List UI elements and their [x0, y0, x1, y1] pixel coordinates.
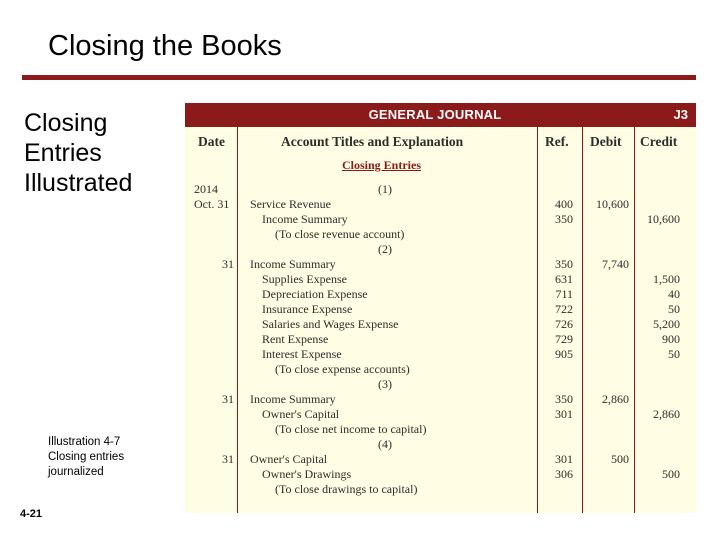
- account-title: Income Summary: [250, 392, 336, 406]
- account-title: (To close drawings to capital): [275, 482, 418, 496]
- account-title: (To close expense accounts): [275, 362, 410, 376]
- account-title: Owner's Capital: [250, 452, 328, 466]
- entry-date: 31: [222, 452, 234, 466]
- entry-number: (1): [378, 182, 392, 196]
- side-heading: [24, 108, 174, 198]
- caption-line: Closing entries: [48, 451, 125, 463]
- post-ref: 400: [555, 197, 573, 211]
- debit-amount: 10,600: [596, 197, 629, 211]
- journal-row: [185, 392, 696, 407]
- post-ref: 631: [555, 272, 573, 286]
- account-title: Owner's Drawings: [262, 467, 352, 481]
- post-ref: 306: [555, 467, 573, 481]
- column-header-account: Account Titles and Explanation: [281, 134, 464, 149]
- credit-amount: 500: [662, 467, 680, 481]
- post-ref: 722: [555, 302, 573, 316]
- caption-line: journalized: [48, 466, 104, 478]
- journal-row: [185, 452, 696, 467]
- account-title: (To close revenue account): [275, 227, 405, 241]
- credit-amount: 10,600: [647, 212, 680, 226]
- general-journal: [185, 103, 696, 513]
- journal-subtitle: Closing Entries: [342, 158, 422, 172]
- post-ref: 301: [555, 452, 573, 466]
- journal-row: [185, 197, 696, 212]
- journal-row: [185, 317, 696, 332]
- journal-row: [185, 467, 696, 482]
- column-header-date: Date: [198, 134, 225, 149]
- journal-row: [185, 377, 696, 392]
- account-title: Service Revenue: [250, 197, 331, 211]
- journal-row: [185, 362, 696, 377]
- journal-row: [185, 257, 696, 272]
- entry-date: 31: [222, 392, 234, 406]
- credit-amount: 900: [662, 332, 680, 346]
- journal-row: [185, 422, 696, 437]
- credit-amount: 50: [668, 347, 680, 361]
- side-heading-line: Illustrated: [24, 169, 133, 197]
- account-title: Supplies Expense: [262, 272, 347, 286]
- journal-row: [185, 407, 696, 422]
- side-heading-line: Entries: [24, 139, 102, 167]
- side-heading-line: Closing: [24, 109, 108, 137]
- account-title: (To close net income to capital): [275, 422, 427, 436]
- post-ref: 729: [555, 332, 573, 346]
- post-ref: 350: [555, 257, 573, 271]
- post-ref: 301: [555, 407, 573, 421]
- entry-number: (2): [378, 242, 392, 256]
- journal-row: [185, 332, 696, 347]
- account-title: Rent Expense: [262, 332, 329, 346]
- account-title: Income Summary: [250, 257, 336, 271]
- credit-amount: 40: [668, 287, 680, 301]
- journal-row: [185, 212, 696, 227]
- post-ref: 350: [555, 212, 573, 226]
- caption-label: Illustration 4-7: [48, 436, 121, 448]
- journal-row: [185, 347, 696, 362]
- debit-amount: 2,860: [602, 392, 629, 406]
- column-header-credit: Credit: [640, 134, 678, 149]
- journal-row: [185, 287, 696, 302]
- post-ref: 905: [555, 347, 573, 361]
- debit-amount: 7,740: [602, 257, 629, 271]
- entry-date: Oct. 31: [194, 197, 230, 211]
- journal-row: [185, 227, 696, 242]
- credit-amount: 2,860: [653, 407, 680, 421]
- debit-amount: 500: [611, 452, 629, 466]
- column-header-debit: Debit: [590, 134, 622, 149]
- journal-row: [185, 242, 696, 257]
- illustration-caption: [48, 435, 124, 480]
- journal-title: GENERAL JOURNAL: [368, 107, 502, 122]
- account-title: Depreciation Expense: [262, 287, 368, 301]
- entry-number: (4): [378, 437, 392, 451]
- account-title: Income Summary: [262, 212, 348, 226]
- title-divider: [22, 75, 696, 80]
- post-ref: 726: [555, 317, 573, 331]
- page-number: 4-21: [20, 508, 43, 520]
- account-title: Salaries and Wages Expense: [262, 317, 399, 331]
- credit-amount: 5,200: [653, 317, 680, 331]
- column-header-ref: Ref.: [545, 134, 569, 149]
- post-ref: 711: [555, 287, 573, 301]
- account-title: Interest Expense: [262, 347, 342, 361]
- entry-date: 31: [222, 257, 234, 271]
- journal-page: J3: [673, 107, 688, 122]
- journal-row: [185, 272, 696, 287]
- journal-header: [185, 103, 696, 127]
- entry-number: (3): [378, 377, 392, 391]
- journal-row: [185, 302, 696, 317]
- credit-amount: 1,500: [653, 272, 680, 286]
- journal-row: [185, 482, 696, 497]
- entry-date: 2014: [194, 182, 218, 196]
- account-title: Owner's Capital: [262, 407, 340, 421]
- journal-row: [185, 437, 696, 452]
- account-title: Insurance Expense: [262, 302, 353, 316]
- credit-amount: 50: [668, 302, 680, 316]
- journal-row: [185, 182, 696, 197]
- post-ref: 350: [555, 392, 573, 406]
- slide-title: Closing the Books: [48, 30, 282, 62]
